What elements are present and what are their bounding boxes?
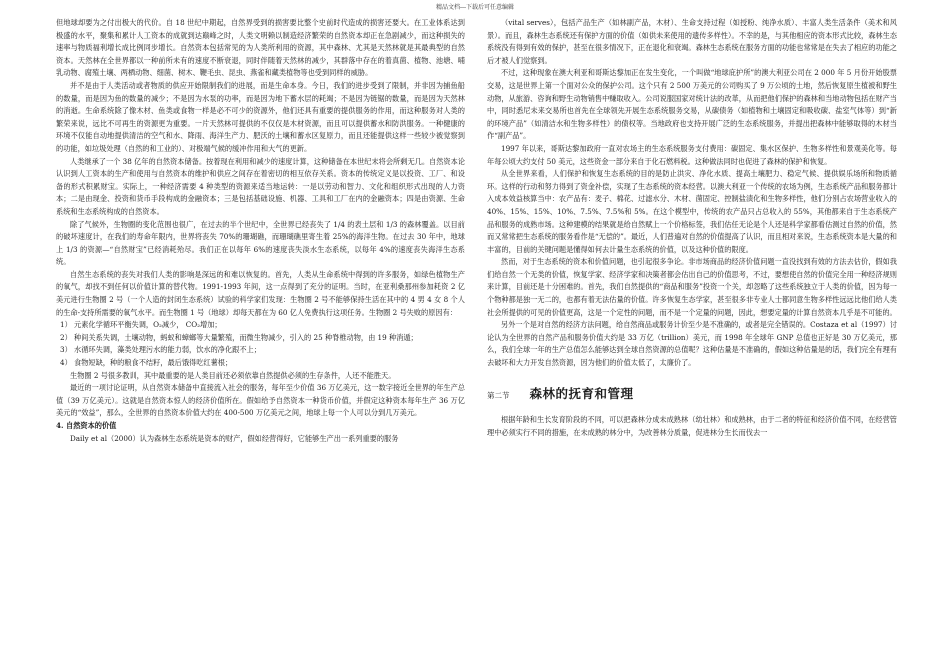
section-body xyxy=(487,414,897,439)
right-column xyxy=(487,17,897,439)
list-item: 2） 种间关系失调，土壤动物，蚂蚁和蟑螂等大量繁殖，而微生物减少，引入的 25 种脊椎动物，由 19 种消遁； xyxy=(60,332,418,342)
list-item: 3） 水循环失调，藻类处理污水的能力弱，饮水的净化跟不上； xyxy=(60,345,261,355)
section-number: 第二节 xyxy=(487,390,510,400)
list-item: 1） 元素化学循环平衡失调，O₂减少， CO₂增加； xyxy=(60,320,222,330)
list-item: 4） 食物短缺，种的粮食不结籽，最后饿得吃红薯根； xyxy=(60,358,233,368)
paragraph: 最近的一项讨论证明，从自然资本储备中直接流入社会的服务，每年至少价值 36 万亿美元，这一数字接近全世界的年生产总值（39 万亿美元）。这就是自然资本惊人的经济价值所在。假如给予自然资本一种货币价值，并假定这种资本每年生产 36 万亿美元的“效益”，那么，全世界的自然资本价值大约在 400-500 万亿美元之间，地球上每一个人可以分到几万美元。 xyxy=(56,383,465,418)
right-column-text xyxy=(487,17,897,370)
paragraph: 生物圈 2 号很多教训，其中最重要的是人类目前还必须依靠自然提供必须的生存条件，人还不能胜天。 xyxy=(70,370,396,380)
paragraph: 除了气候外，生物圈的变化范围也很广，在过去的半个世纪中，全世界已经丧失了 1/4 的表土层和 1/3 的森林覆盖。以目前的破坏速度计，在我们的寿命年限内，世界将丧失 70%的珊瑚礁，而珊瑚礁里寄生着 25%的海洋生物。在过去 30 年中，地球上 1/3 的资源—“自然财宝”已经消耗殆尽。我们正在以每年 6%的速度丧失淡水生态系统，以每年 4%的速度丧失海洋生态系统。 xyxy=(56,219,465,267)
paragraph: Daily et al（2000）认为森林生态系统是资本的财产，假如经营得好，它能够生产出一系列重要的服务 xyxy=(70,433,399,443)
paragraph: 人类继承了一个 38 亿年的自然资本储备。按着现在利用和减少的速度计算，这种储备在本世纪末将会所剩无几。自然资本论认识到人工资本的生产和使用与自然资本的维护和供应之间存在着密切的相互依存关系。资本的传统定义是以投资、工厂、和设备的形式积累财宝。实际上，一种经济需要 4 种类型的资源来适当地运转：一是以劳动和智力、文化和组织形式出现的人力资本；二是由现金、投资和货币手段构成的金融资本；三是包括基础设施、机器、工具和工厂在内的金融资本；四是由资源、生命系统和生态系统构成的自然资本。 xyxy=(56,156,465,216)
paragraph: 根据年龄和生长发育阶段的不同，可以把森林分成未成熟林（幼壮林）和成熟林，由于二者的特征和经济价值不同，在经营管理中必须实行不同的措施，在未成熟的林分中，为改善林分质量，促进林分生长而伐去一 xyxy=(487,415,897,437)
page-header: 精品文档---下载后可任意编辑 xyxy=(435,4,515,11)
section-title: 森林的抚育和管理 xyxy=(529,385,634,401)
paragraph: 但地球却要为之付出极大的代价。自 18 世纪中期起，自然界受到的损害要比整个史前时代造成的损害还要大。在工业体系达到极盛的水平，聚集和累计人工资本的成就到达巅峰之时，人类文明赖以制造经济繁荣的自然资本却正在急剧减少，而这种损失的速率与物质福利增长成比例同步增长。自然资本包括常见的为人类所利用的资源，其中森林、尤其是天然林就是其最典型的自然资本。天然林在全世界都以一种前所未有的速度不断衰退，同时伴随着天然林的减少，其群落中存在的着真菌、植物、池塘、哺乳动物、腐殖土壤、两栖动物、细菌、树木、鞭毛虫、昆虫、燕雀和藏类植物等也受到同样的威胁。 xyxy=(56,18,465,78)
paragraph: 自然生态系统的丧失对我们人类的影响是深远的和难以恢复的。首先，人类从生命系统中得到的许多服务，如绿色植物生产的氧气，却找不到任何以价值计算的替代物。1991-1993 年间，这一点得到了充分的证明。当时，在亚利桑那州参加耗资 2 亿美元进行生物圈 2 号（一个人造的封闭生态系统）试验的科学家们发现：生物圈 2 号不能够保持生活在其中的 4 男 4 女 8 个人的生命-支持所需要的氧气水平。而生物圈 1 号（地球）却每天都在为 60 亿人免费执行这项任务。生物圈 2 号失败的原因有： xyxy=(56,269,465,317)
paragraph: 另外一个是对自然的经济方法问题，给自然商品或服务计价至少是不准确的，或者是完全错误的。Costaza et al（1997）讨论认为全世界的自然产品和服务价值大约是 33 万亿（trillion）美元，而 1998 年全球年 GNP 总值也正好是 30 万亿美元，那么，我们全球一年的生产总值怎么能够达到全球自然资源的总值呢？这种估量是不准确的，假如这种估量是的话，我们完全有理有去破坏和大力开发自然资源，因为他们的价值太低了，太廉价了。 xyxy=(487,320,897,368)
paragraph: 然而，对于生态系统的资本和价值问题，也引起很多争论。非市场商品的经济价值问题一直没找到有效的方法去估价，假如我们给自然一个无类的价值，恢复学家、经济学家和决策者都会估出自己的价值思考，不过，要想使自然的价值完全用一种经济规则来计算，目前还是十分困难的。首先，我们自然提供的“商品和服务”投资一个关，却忽略了这些系统独立于人类的价值，因为每一个物种都是独一无二的，也都有着无法估量的价值。许多恢复生态学家，甚至很多非专业人士都同意生物多样性远远比他们给人类社会所提供的可见的价值更高，这是一个定性的问题，而不是一个定量的问题，因此，想要定量的计算自然资本几乎是不可能的。 xyxy=(487,257,897,317)
paragraph: （vital serves），包括产品生产（如林副产品，木材）、生命支持过程（如授粉、纯净水质）、丰富人类生活条件（美术和风景）。而且，森林生态系统还有保护方面的价值（如供未来使用的遗传多样性）。不幸的是，与其他相应的资本形式比较，森林生态系统没有得到有效的保护，甚至在很多情况下，正在退化和衰竭。森林生态系统在服务方面的功能也常常是在失去了相应的功能之后才被人们觉察到。 xyxy=(487,18,897,65)
paragraph: 并不是由于人类活动或者物质的供应开始限制我们的进展，而是生命本身。今日，我们的进步受到了限制，并非因为捕鱼船的数量，而是因为鱼的数量的减少；不是因为水泵的功率，而是因为地下蓄水层的耗竭；不是因为链锯的数量，而是因为天然林的消逝。生命系统除了像木材、鱼类或食物一样是必不可少的资源外，他们还具有重要的提供服务的作用，而这种服务对人类的繁荣来说，远比不可再生的资源更为重要。一片天然林可提供的不仅仅是木材资源，而且可以提供蓄水和防洪服务。一种健康的环境不仅能自动地提供清洁的空气和水、降雨、海洋生产力、肥沃的土壤和蓄水区复原力，而且还能提供这样一些较少被觉察到的功能，如垃圾处理（自然的和工业的）、对极端气候的缓冲作用和大气的更新。 xyxy=(56,80,465,153)
paragraph: 从全世界来看，人们保护和恢复生态系统的目的是防止洪灾、净化水质、提高土壤肥力、稳定气候、提供娱乐场所和物质循环。这样的行动和努力得到了资金补偿，实现了生态系统的资本经营。以澳大利亚一个传统的农场为例，生态系统产品和服务都计入成本效益核算当中：农产品有：麦子、棉花、过滤水分、木材、菌固定、控制盐渍化和生物多样性，他们分别占农场营业收入的 40%、15%、15%、10%、7.5%、7.5%和 5%。在这个模型中，传统的农产品只占总收入的 55%，其他都来自于生态系统产品和服务的成熟市场。这种建模的结果就是给自然赋上一个价格标签，我们估任无论是个人还是科学家都看估测过自然的价值，然而又常常把生态系统的服务看作是“无偿的”。最近，人们普遍对自然的价值提高了认识，而且相对来说，生态系统资本是大量的和丰富的，目前的关键问题是懂得如何去计量生态系统的价值，以及这种价值的限度。 xyxy=(487,169,897,254)
paragraph: 1997 年以来，哥斯达黎加政府一直对农场主的生态系统服务支付费用：碳固定、集水区保护、生物多样性和景观美化等。每年每公顷大约支付 50 美元，这些资金一部分来自于化石燃料税。这种做法同时也促进了森林的保护和恢复。 xyxy=(487,143,897,166)
left-column xyxy=(56,17,465,445)
subheading: 4. 自然资本的价值 xyxy=(56,421,117,430)
section-heading xyxy=(487,385,897,403)
paragraph: 不过，这种现象在澳大利亚和哥斯达黎加正在发生变化，一个叫做“地球庇护所”的澳大利亚公司在 2 000 年 5 月份开始股票交易，这是世界上第一个面对公众的保护公司。这个只有 2 500 万美元的公司购买了 9 万公顷的土地，然后恢复原生植被和野生动物，从旅游、咨询和野生动物销售中赚取收入。公司说服国家对统计法的改革，从而把他们保护的森林和当地动物包括在财产当中，同时悉尼未来交易所也首先在全球领先开展生态系统服务交易，从碳债务（如植物和土壤固定和吸收碳、盐室气体等）到“新的环境产品”（如清洁水和生物多样性）的债权等。当地政府也支持开展广泛的生态系统服务，并提出把森林中能够取得的木材当作“副产品”。 xyxy=(487,68,897,141)
